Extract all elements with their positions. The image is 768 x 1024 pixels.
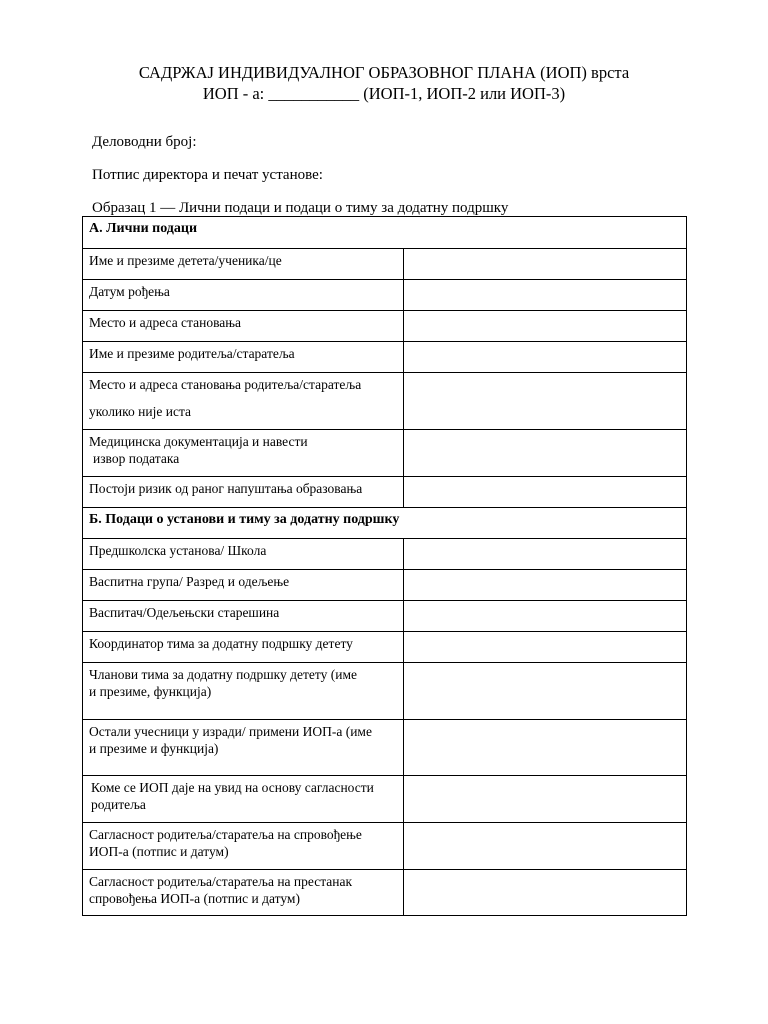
table-row	[83, 249, 687, 280]
row-label: Име и презиме детета/ученика/це	[83, 249, 404, 280]
row-label-line-2: родитеља	[91, 797, 146, 812]
document-title	[0, 62, 768, 104]
row-value-cell[interactable]	[404, 632, 687, 663]
row-label-line-1: Коме се ИОП даје на увид на основу сагласности	[91, 780, 374, 795]
table-row	[83, 601, 687, 632]
row-value-cell[interactable]	[404, 249, 687, 280]
table-row	[83, 776, 687, 823]
signature-label: Потпис директора и печат установе:	[92, 167, 323, 183]
form-caption: Образац 1 — Лични подаци и подаци о тиму за додатну подршку	[92, 200, 509, 216]
row-label	[83, 720, 404, 776]
row-label	[83, 870, 404, 916]
row-label: Васпитач/Одељењски старешина	[83, 601, 404, 632]
row-value-cell[interactable]	[404, 823, 687, 870]
row-value-cell[interactable]	[404, 663, 687, 720]
row-label	[83, 373, 404, 430]
row-label-line-1: Сагласност родитеља/старатеља на престанак	[89, 874, 353, 889]
section-a-title: А. Лични подаци	[83, 217, 687, 249]
row-label: Васпитна група/ Разред и одељење	[83, 570, 404, 601]
section-a-header	[83, 217, 687, 249]
table-row	[83, 430, 687, 477]
table-row	[83, 823, 687, 870]
form-table	[82, 216, 687, 916]
table-row	[83, 342, 687, 373]
row-value-cell[interactable]	[404, 570, 687, 601]
row-label	[83, 776, 404, 823]
table-row	[83, 870, 687, 916]
row-label-line-1: Сагласност родитеља/старатеља на спровођење	[89, 827, 362, 842]
row-label: Постоји ризик од раног напуштања образовања	[83, 477, 404, 508]
table-row	[83, 539, 687, 570]
row-value-cell[interactable]	[404, 539, 687, 570]
table-row	[83, 477, 687, 508]
row-label	[83, 663, 404, 720]
table-row	[83, 632, 687, 663]
row-value-cell[interactable]	[404, 720, 687, 776]
reference-number-label: Деловодни број:	[92, 134, 197, 150]
row-value-cell[interactable]	[404, 373, 687, 430]
row-value-cell[interactable]	[404, 342, 687, 373]
table-row	[83, 570, 687, 601]
row-label: Координатор тима за додатну подршку детету	[83, 632, 404, 663]
row-label-line-1: Чланови тима за додатну подршку детету (име	[89, 667, 358, 682]
row-label-line-1: Медицинска документација и навести	[89, 434, 308, 449]
row-label: Датум рођења	[83, 280, 404, 311]
table-row	[83, 663, 687, 720]
row-label	[83, 823, 404, 870]
row-value-cell[interactable]	[404, 870, 687, 916]
table-row	[83, 280, 687, 311]
row-label-line-2: уколико није иста	[89, 404, 191, 419]
row-value-cell[interactable]	[404, 280, 687, 311]
row-label-line-1: Остали учесници у изради/ примени ИОП-а (име	[89, 724, 372, 739]
table-row	[83, 373, 687, 430]
table-row	[83, 311, 687, 342]
row-value-cell[interactable]	[404, 601, 687, 632]
row-label: Предшколска установа/ Школа	[83, 539, 404, 570]
title-line-2: ИОП - а: ___________ (ИОП-1, ИОП-2 или ИОП-3)	[202, 84, 566, 103]
section-b-title: Б. Подаци о установи и тиму за додатну подршку	[83, 508, 687, 539]
row-label-line-2: ИОП-а (потпис и датум)	[89, 844, 229, 859]
table-row	[83, 720, 687, 776]
row-value-cell[interactable]	[404, 430, 687, 477]
row-value-cell[interactable]	[404, 477, 687, 508]
row-value-cell[interactable]	[404, 311, 687, 342]
row-label-line-2: спровођења ИОП-а (потпис и датум)	[89, 891, 300, 906]
title-line-1: САДРЖАЈ ИНДИВИДУАЛНОГ ОБРАЗОВНОГ ПЛАНА (ИОП) врста	[138, 63, 630, 82]
row-label-line-2: и презиме, функција)	[89, 684, 212, 699]
row-label: Име и презиме родитеља/старатеља	[83, 342, 404, 373]
section-b-header	[83, 508, 687, 539]
row-label-line-2: извор података	[93, 451, 180, 466]
row-label-line-2: и презиме и функција)	[89, 741, 219, 756]
row-label-line-1: Место и адреса становања родитеља/старатеља	[89, 377, 362, 392]
row-label: Место и адреса становања	[83, 311, 404, 342]
row-label	[83, 430, 404, 477]
row-value-cell[interactable]	[404, 776, 687, 823]
